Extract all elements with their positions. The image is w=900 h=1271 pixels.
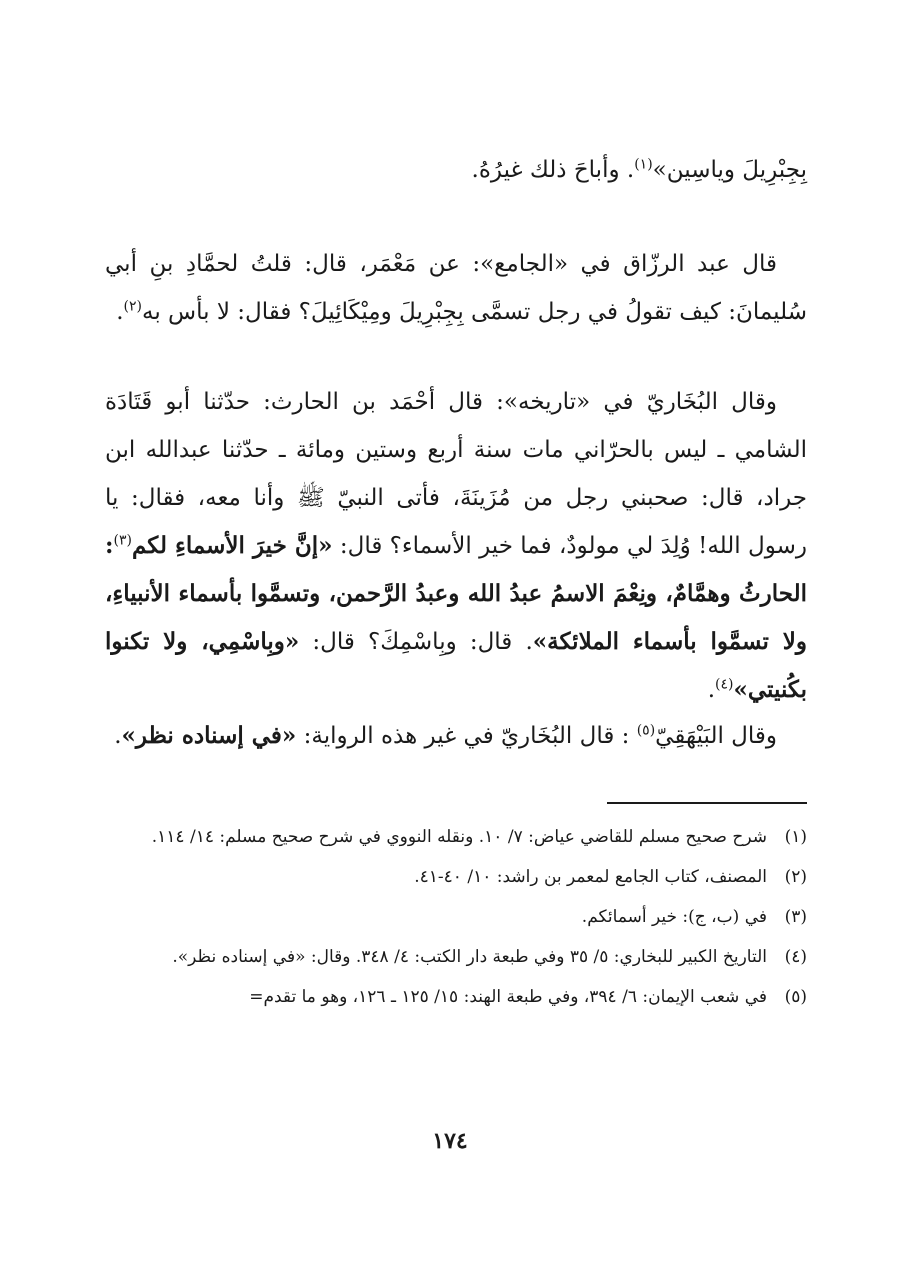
paragraph-4 — [105, 712, 807, 760]
hadith-quote-3: «وبِاسْمِي، ولا تكنوا بكُنيتي» — [105, 628, 807, 703]
footnotes — [105, 820, 807, 1020]
footnote-item — [105, 860, 807, 895]
paragraph-4-tail: . — [114, 723, 122, 749]
page-number: ١٧٤ — [432, 1128, 468, 1154]
footnote-text: شرح صحيح مسلم للقاضي عياض: ٧/ ١٠. ونقله النووي في شرح صحيح مسلم: ١٤/ ١١٤. — [151, 827, 767, 847]
footnote-divider — [607, 802, 807, 804]
paragraph-2-text: قال عبد الرزّاق في «الجامع»: عن مَعْمَر، قال: قلتُ لحمَّادِ بنِ أبي سُليمانَ: كيف تقولُ في رجل تسمَّى بِجِبْرِيلَ ومِيْكَائِيلَ؟ فقال: لا بأس به — [105, 251, 807, 325]
footnote-ref-3: (٣) — [113, 532, 132, 549]
footnote-number: (٣) — [784, 907, 807, 927]
paragraph-4-text-1: وقال البَيْهَقِيّ — [655, 723, 777, 749]
footnote-number: (١) — [784, 827, 807, 847]
footnote-text: في (ب، ج): خير أسمائكم. — [581, 907, 767, 927]
paragraph-2 — [105, 240, 807, 336]
footnote-number: (٥) — [784, 987, 807, 1007]
footnote-item — [105, 940, 807, 975]
paragraph-3-text-2: . قال: وبِاسْمِكَ؟ قال: — [299, 629, 533, 655]
footnote-ref-1: (١) — [634, 156, 653, 173]
footnote-ref-5: (٥) — [636, 722, 656, 739]
hadith-quote-2: : الحارثُ وهمَّامٌ، ونِعْمَ الاسمُ عبدُ الله وعبدُ الرَّحمن، وتسمَّوا بأسماء الأنبياءِ، ولا تسمَّوا بأسماء الملائكة» — [105, 532, 808, 655]
paragraph-4-text-2: : قال البُخَاريّ في غير هذه الرواية: — [296, 723, 637, 749]
footnote-ref-4: (٤) — [715, 676, 734, 693]
footnote-ref-2: (٢) — [123, 298, 142, 315]
paragraph-1 — [105, 146, 807, 194]
paragraph-1-text: بِجِبْرِيلَ وياسِين» — [652, 157, 807, 183]
paragraph-2-tail: . — [116, 299, 124, 325]
paragraph-3-text-1: وقال البُخَاريّ في «تاريخه»: قال أحْمَد بن الحارث: حدّثنا أبو قَتَادَة الشامي ـ ليس بالحرّاني مات سنة أربع وستين ومائة ـ حدّثنا عبدالله ابن جراد، قال: صحبني رجل من مُزَينَةَ، فأتى النبيّ ﷺ وأنا معه، فقال: يا رسول الله! وُلِدَ لي مولودٌ، فما خير الأسماء؟ قال: — [105, 389, 807, 559]
paragraph-3 — [105, 378, 807, 714]
footnote-number: (٤) — [784, 947, 807, 967]
paragraph-1-tail: . وأباحَ ذلك غيرُهُ. — [471, 157, 635, 183]
footnote-number: (٢) — [784, 867, 807, 887]
footnote-item — [105, 820, 807, 855]
footnote-item — [105, 900, 807, 935]
footnote-text: التاريخ الكبير للبخاري: ٥/ ٣٥ وفي طبعة دار الكتب: ٤/ ٣٤٨. وقال: «في إسناده نظر». — [172, 947, 767, 967]
paragraph-4-quote: «في إسناده نظر» — [121, 722, 297, 749]
footnote-item — [105, 980, 807, 1015]
hadith-quote-1: «إنَّ خيرَ الأسماءِ لكم — [131, 532, 333, 559]
paragraph-3-tail: . — [707, 677, 716, 703]
footnote-text: المصنف، كتاب الجامع لمعمر بن راشد: ١٠/ ٤٠-٤١. — [414, 867, 767, 887]
footnote-text: في شعب الإيمان: ٦/ ٣٩٤، وفي طبعة الهند: ١٥/ ١٢٥ ـ ١٢٦، وهو ما تقدم= — [249, 987, 767, 1007]
